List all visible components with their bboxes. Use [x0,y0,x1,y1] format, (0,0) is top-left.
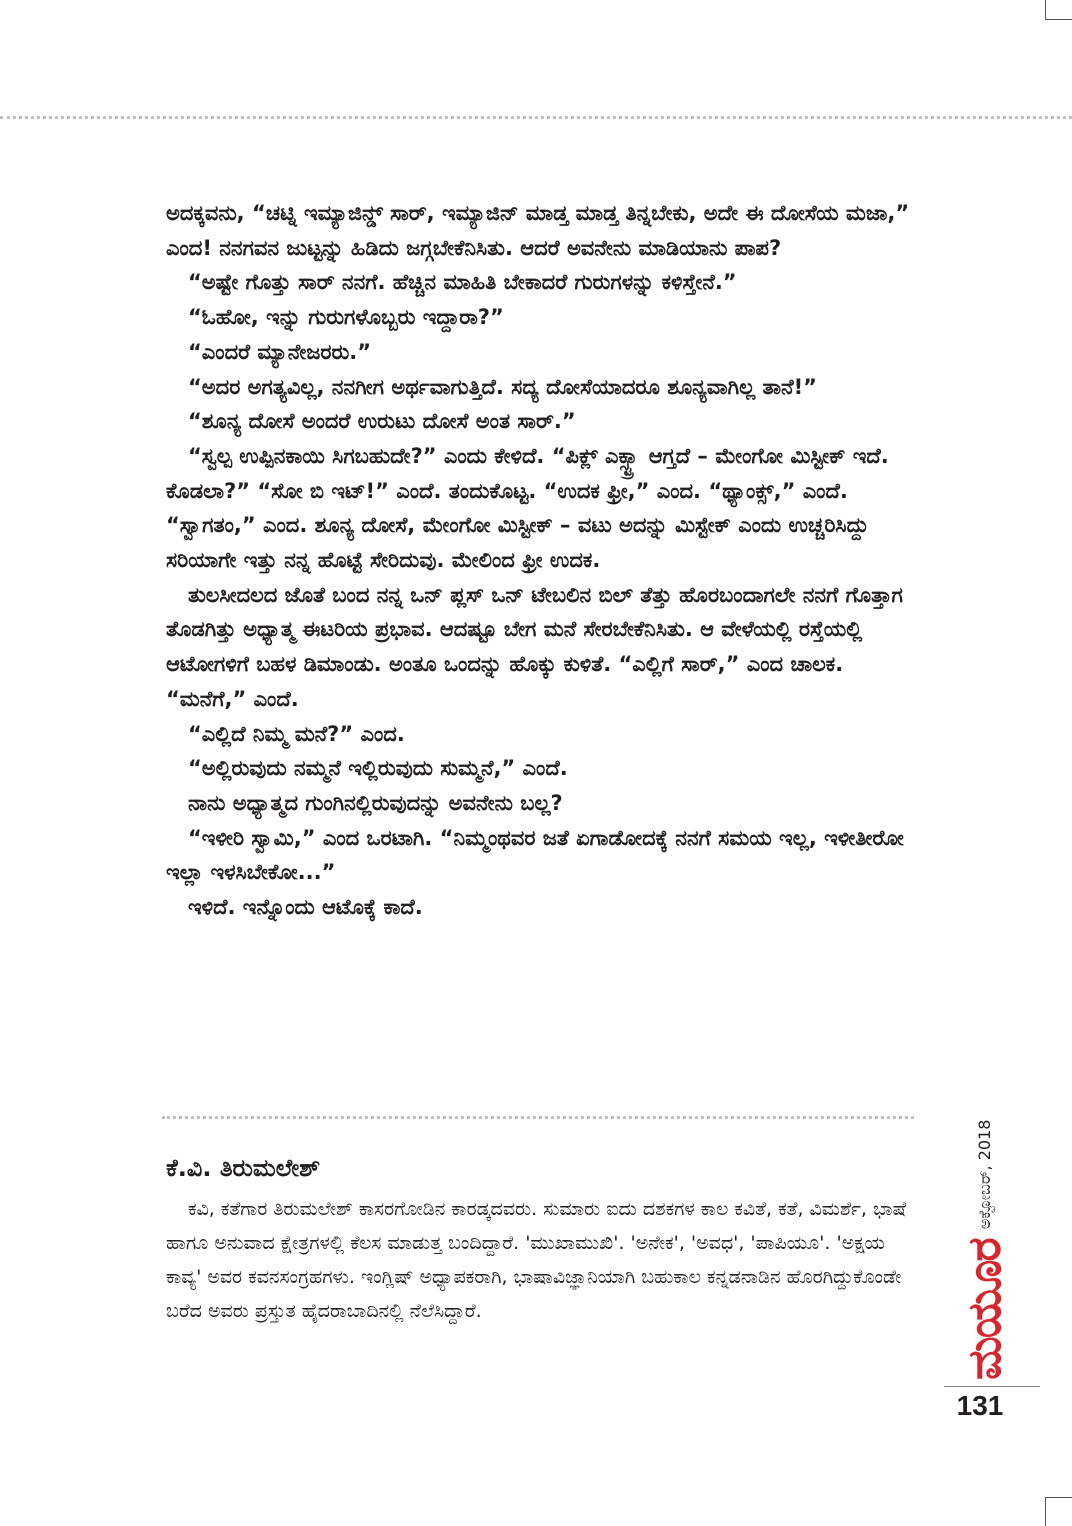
story-paragraph: “ಅದರ ಅಗತ್ಯವಿಲ್ಲ, ನನಗೀಗ ಅರ್ಥವಾಗುತ್ತಿದೆ. ಸದ್ಯ ದೋಸೆಯಾದರೂ ಶೂನ್ಯವಾಗಿಲ್ಲ ತಾನೆ!” [188,374,817,399]
story-paragraph: “ಓಹೋ, ಇನ್ನು ಗುರುಗಳೊಬ್ಬರು ಇದ್ದಾರಾ?” [188,305,504,330]
page-number: 131 [956,1390,1004,1421]
dotted-divider-author [162,1116,914,1119]
story-paragraph: “ಅಷ್ಟೇ ಗೊತ್ತು ಸಾರ್ ನನಗೆ. ಹೆಚ್ಚಿನ ಮಾಹಿತಿ ಬೇಕಾದರೆ ಗುರುಗಳನ್ನು ಕಳಿಸ್ತೇನೆ.” [188,270,737,295]
author-bio: ಕವಿ, ಕತೆಗಾರ ತಿರುಮಲೇಶ್ ಕಾಸರಗೋಡಿನ ಕಾರಡ್ಕದವರು. ಸುಮಾರು ಐದು ದಶಕಗಳ ಕಾಲ ಕವಿತೆ, ಕತೆ, ವಿಮರ್ಶೆ, ಭಾಷೆ ಹಾಗೂ ಅನುವಾದ ಕ್ಷೇತ್ರಗಳಲ್ಲಿ ಕೆಲಸ ಮಾಡುತ್ತ ಬಂದಿದ್ದಾರೆ. 'ಮುಖಾಮುಖಿ'. 'ಅನೇಕ', 'ಅವಧ', 'ಪಾಪಿಯೂ'. 'ಅಕ್ಷಯ ಕಾವ್ಯ' ಅವರ ಕವನಸಂಗ್ರಹಗಳು. ಇಂಗ್ಲಿಷ್ ಅಧ್ಯಾಪಕರಾಗಿ, ಭಾಷಾವಿಜ್ಞಾನಿಯಾಗಿ ಬಹುಕಾಲ ಕನ್ನಡನಾಡಿನ ಹೊರಗಿದ್ದುಕೊಂಡೇ ಬರೆದ ಅವರು ಪ್ರಸ್ತುತ ಹೈದರಾಬಾದಿನಲ್ಲಿ ನೆಲೆಸಿದ್ದಾರೆ. [166,1198,907,1322]
story-paragraph: ನಾನು ಅಧ್ಯಾತ್ಮದ ಗುಂಗಿನಲ್ಲಿರುವುದನ್ನು ಅವನೇನು ಬಲ್ಲ? [188,790,563,815]
story-paragraph: “ಸ್ವಲ್ಪ ಉಪ್ಪಿನಕಾಯಿ ಸಿಗಬಹುದೇ?” ಎಂದು ಕೇಳಿದೆ. “ಪಿಕ್ಲ್ ಎಕ್ಸ್ಟ್ರಾ ಆಗ್ತದೆ – ಮೇಂಗೋ ಮಿಸ್ಟೀಕ್ ಇದೆ. ಕೊಡಲಾ?” “ಸೋ ಬಿ ಇಟ್!” ಎಂದೆ. ತಂದುಕೊಟ್ಟ. “ಉದಕ ಫ್ರೀ,” ಎಂದ. “ಥ್ಯಾಂಕ್ಸ್,” ಎಂದೆ. “ಸ್ವಾಗತಂ,” ಎಂದ. ಶೂನ್ಯ ದೋಸೆ, ಮೇಂಗೋ ಮಿಸ್ಟೀಕ್ – ವಟು ಅದನ್ನು ಮಿಸ್ಟೇಕ್ ಎಂದು ಉಚ್ಚರಿಸಿದ್ದು ಸರಿಯಾಗೇ ಇತ್ತು ನನ್ನ ಹೊಟ್ಟೆ ಸೇರಿದುವು. ಮೇಲಿಂದ ಫ್ರೀ ಉದಕ. [166,443,889,573]
story-paragraph: ತುಲಸೀದಲದ ಜೊತೆ ಬಂದ ನನ್ನ ಒನ್ ಪ್ಲಸ್ ಒನ್ ಟೇಬಲಿನ ಬಿಲ್ ತೆತ್ತು ಹೊರಬಂದಾಗಲೇ ನನಗೆ ಗೊತ್ತಾಗ ತೊಡಗಿತ್ತು ಅಧ್ಯಾತ್ಮ ಈಟರಿಯ ಪ್ರಭಾವ. ಆದಷ್ಟೂ ಬೇಗ ಮನೆ ಸೇರಬೇಕೆನಿಸಿತು. ಆ ವೇಳೆಯಲ್ಲಿ ರಸ್ತೆಯಲ್ಲಿ ಆಟೋಗಳಿಗೆ ಬಹಳ ಡಿಮಾಂಡು. ಅಂತೂ ಒಂದನ್ನು ಹೊಕ್ಕು ಕುಳಿತೆ. “ಎಲ್ಲಿಗೆ ಸಾರ್,” ಎಂದ ಚಾಲಕ. “ಮನೆಗೆ,” ಎಂದೆ. [166,582,903,711]
dotted-divider-top [0,116,1072,119]
magazine-logo: ಮಯೂರ [957,1239,1011,1380]
page-number-rule [944,1386,1040,1387]
story-paragraph: “ಇಳೀರಿ ಸ್ವಾಮಿ,” ಎಂದ ಒರಟಾಗಿ. “ನಿಮ್ಮಂಥವರ ಜತೆ ಏಗಾಡೋದಕ್ಕೆ ನನಗೆ ಸಮಯ ಇಲ್ಲ, ಇಳೀತೀರೋ ಇಲ್ಲಾ ಇಳಸಿಬೇಕೋ...” [166,825,904,885]
magazine-running-head [955,1119,1015,1380]
author-box [166,1150,926,1328]
crop-mark-top-right [1045,0,1072,20]
crop-mark-bottom-right [1045,1497,1072,1526]
story-paragraph: “ಅಲ್ಲಿರುವುದು ನಮ್ಮನೆ ಇಲ್ಲಿರುವುದು ಸುಮ್ಮನೆ,” ಎಂದೆ. [188,756,568,781]
author-name: ಕೆ.ವಿ. ತಿರುಮಲೇಶ್ [166,1154,321,1182]
story-text [166,196,926,925]
story-paragraph: ಇಳಿದೆ. ಇನ್ನೊಂದು ಆಟೊಕ್ಕೆ ಕಾದೆ. [188,895,423,920]
story-paragraph: “ಎಲ್ಲಿದೆ ನಿಮ್ಮ ಮನೆ?” ಎಂದ. [188,721,405,746]
story-paragraph: “ಶೂನ್ಯ ದೋಸೆ ಅಂದರೆ ಉರುಟು ದೋಸೆ ಅಂತ ಸಾರ್.” [188,409,576,434]
story-paragraph: “ಎಂದರೆ ಮ್ಯಾನೇಜರರು.” [188,339,372,364]
issue-date: ಅಕ್ಟೋಬರ್, 2018 [975,1119,994,1230]
story-paragraph: ಅದಕ್ಕವನು, “ಚಟ್ನಿ ಇಮ್ಯಾಜಿನ್ಡ್ ಸಾರ್, ಇಮ್ಯಾಜಿನ್ ಮಾಡ್ತ ಮಾಡ್ತ ತಿನ್ನಬೇಕು, ಅದೇ ಈ ದೋಸೆಯ ಮಜಾ,” ಎಂದ! ನನಗವನ ಜುಟ್ಟನ್ನು ಹಿಡಿದು ಜಗ್ಗಬೇಕೆನಿಸಿತು. ಆದರೆ ಅವನೇನು ಮಾಡಿಯಾನು ಪಾಪ? [166,201,910,260]
